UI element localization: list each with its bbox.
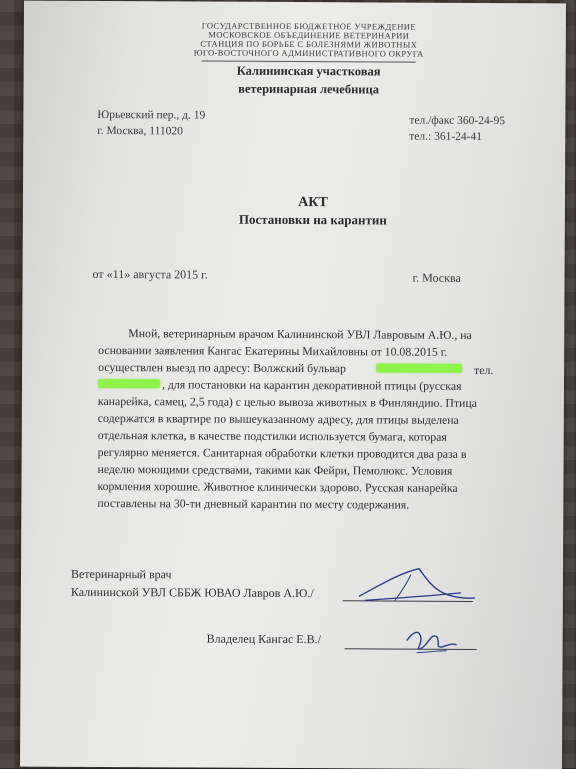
body-line-5: канарейка, самец, 2,5 года) с целью вывоза животных в Финляндию. Птица (97, 393, 477, 410)
vet-name: Калининской УВЛ СББЖ ЮВАО Лавров А.Ю./ (70, 584, 314, 601)
clinic-name-line-2: ветеринарная лечебница (238, 81, 380, 97)
body-line-11: поставлены на 30-ти дневный карантин по месту содержания. (97, 495, 410, 512)
header-divider (202, 61, 416, 63)
owner-signature (401, 623, 461, 659)
document-title: АКТ (298, 195, 328, 211)
body-line-9: неделю моющими средствами, такими как Фейри, Пемолюкс. Условия (97, 461, 453, 478)
phone-fax: тел./факс 360-24-95 (409, 114, 506, 128)
body-line-4: , для постановки на карантин декоративной птицы (русская (161, 377, 462, 393)
body-line-10: кормления хорошие. Животное клинически здорово. Русская канарейка (97, 478, 458, 495)
document-date: от «11» августа 2015 г. (92, 266, 208, 282)
document-subtitle: Постановки на карантин (238, 211, 387, 228)
address-city: г. Москва, 111020 (97, 124, 183, 138)
org-line-2: МОСКОВСКОЕ ОБЪЕДИНЕНИЕ ВЕТЕРИНАРИИ (208, 29, 410, 41)
redacted-phone-highlight (98, 379, 160, 388)
address-street: Юрьевский пер., д. 19 (97, 108, 206, 122)
body-line-3-tel: тел. (474, 362, 494, 378)
body-line-8: регулярно меняется. Санитарная обработки клетки проводится два раза в (97, 444, 467, 461)
body-line-3: осуществлен выезд по адресу: Волжский бульвар (98, 359, 346, 376)
body-line-7: отдельная клетка, в качестве подстилки используется бумага, которая (97, 427, 447, 444)
org-line-3: СТАНЦИЯ ПО БОРЬБЕ С БОЛЕЗНЯМИ ЖИВОТНЫХ (200, 38, 418, 50)
owner-name: Владелец Кангас Е.В./ (206, 631, 322, 647)
vet-title: Ветеринарный врач (70, 566, 172, 582)
body-line-1: Мной, ветеринарным врачом Калининской УВЛ Лавровым А.Ю., на (128, 326, 472, 342)
clinic-name-line-1: Калининская участковая (236, 63, 381, 79)
vet-signature (351, 562, 481, 613)
redacted-address-highlight (376, 363, 462, 372)
document-page (20, 1, 566, 769)
body-line-2: основании заявления Кангас Екатерины Михайловны от 10.08.2015 г. (98, 342, 448, 359)
document-city: г. Москва (412, 270, 461, 285)
org-line-4: ЮГО-ВОСТОЧНОГО АДМИНИСТРАТИВНОГО ОКРУГА (193, 47, 424, 59)
org-line-1: ГОСУДАРСТВЕННОЕ БЮДЖЕТНОЕ УЧРЕЖДЕНИЕ (201, 20, 416, 32)
body-line-6: содержатся в квартире по вышеуказанному адресу, для птицы выделена (97, 410, 459, 427)
phone: тел.: 361-24-41 (409, 130, 483, 143)
